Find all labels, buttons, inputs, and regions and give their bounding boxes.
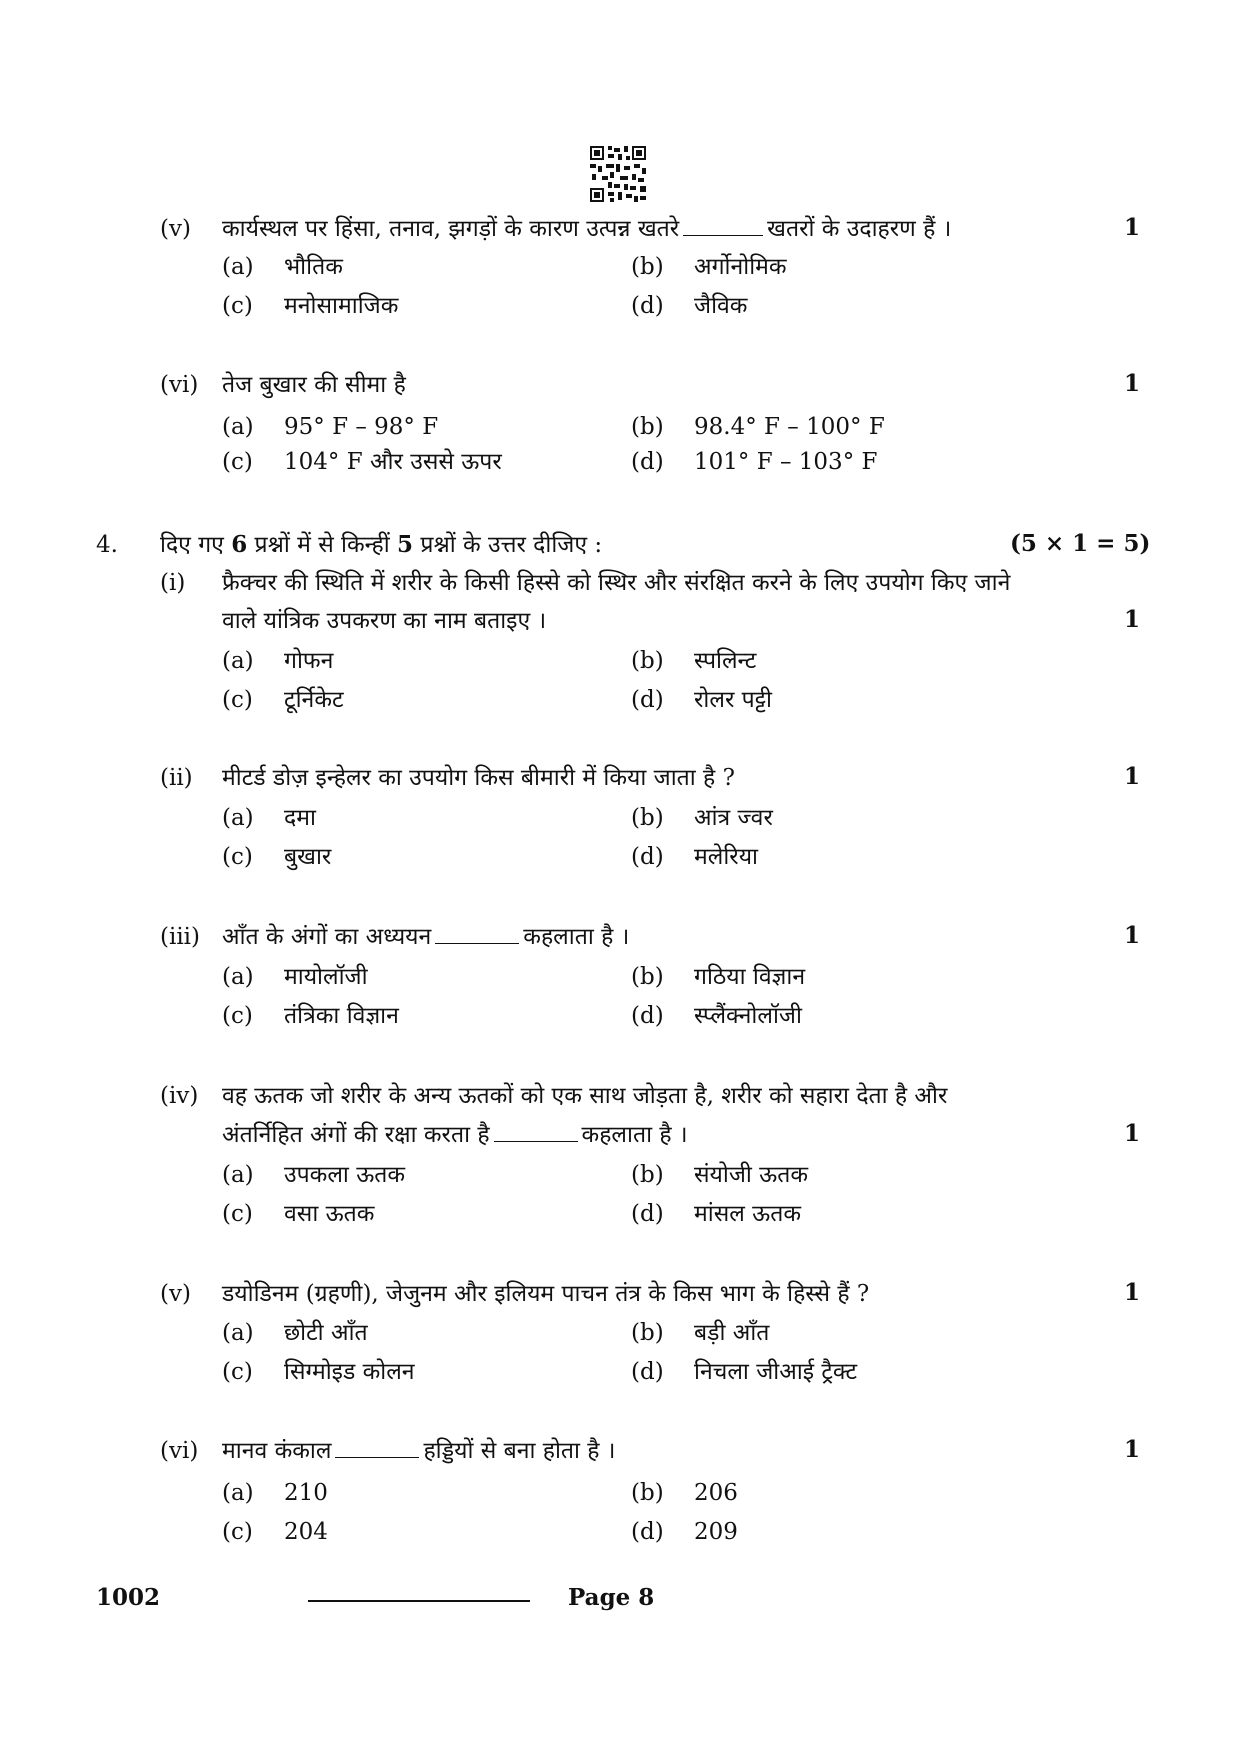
question-text: डयोडिनम (ग्रहणी), जेजुनम और इलियम पाचन तंत्र के किस भाग के हिस्से हैं ? [222,1281,870,1307]
question-text-line2: अंतर्निहित अंगों की रक्षा करता है कहलाता है । [222,1122,688,1148]
option-text: संयोजी ऊतक [694,1162,809,1188]
option-text: 104° F और उससे ऊपर [284,449,502,475]
question-number: (i) [160,570,186,596]
option-label: (a) [222,1480,254,1506]
answer-blank [435,942,519,944]
question-text: मीटर्ड डोज़ इन्हेलर का उपयोग किस बीमारी में किया जाता है ? [222,765,735,791]
option-label: (c) [222,293,253,319]
question-4-marks: (5 × 1 = 5) [1010,530,1151,557]
option-label: (a) [222,1162,254,1188]
option-text: निचला जीआई ट्रैक्ट [694,1359,858,1385]
answer-blank [494,1140,578,1142]
question-mark: 1 [1124,606,1141,633]
option-text: गठिया विज्ञान [694,964,806,990]
option-label: (c) [222,844,253,870]
option-text: गोफन [284,648,334,674]
question-4-number: 4. [96,532,118,558]
question-number: (ii) [160,765,193,791]
option-text: बड़ी आँत [694,1320,770,1346]
option-text: सिग्मोइड कोलन [284,1359,415,1385]
option-text: 209 [694,1519,738,1545]
option-label: (c) [222,1519,253,1545]
option-label: (b) [631,1480,664,1506]
question-number: (v) [160,1281,191,1307]
option-label: (d) [631,1201,664,1227]
option-text: बुखार [284,844,332,870]
option-label: (d) [631,687,664,713]
option-label: (b) [631,964,664,990]
question-mark: 1 [1124,763,1141,790]
option-label: (d) [631,1519,664,1545]
option-text: भौतिक [284,254,343,280]
option-text: मांसल ऊतक [694,1201,801,1227]
option-label: (b) [631,254,664,280]
option-text: टूर्निकेट [284,687,344,713]
option-text: वसा ऊतक [284,1201,375,1227]
question-mark: 1 [1124,214,1141,241]
answer-blank [683,234,763,236]
question-number: (iii) [160,924,201,950]
option-text: 101° F – 103° F [694,449,878,475]
option-label: (c) [222,1359,253,1385]
option-label: (b) [631,1320,664,1346]
qr-code-icon [590,146,646,202]
paper-code: 1002 [96,1584,161,1611]
option-label: (d) [631,1003,664,1029]
question-text-line2: वाले यांत्रिक उपकरण का नाम बताइए । [222,608,547,634]
question-mark: 1 [1124,370,1141,397]
option-label: (c) [222,449,253,475]
option-label: (a) [222,1320,254,1346]
option-text: 95° F – 98° F [284,414,439,440]
question-text: मानव कंकाल हड्डियों से बना होता है । [222,1438,616,1464]
option-text: रोलर पट्टी [694,687,772,713]
question-mark: 1 [1124,1120,1141,1147]
option-text: स्प्लैंक्नोलॉजी [694,1003,802,1029]
question-4-instruction: दिए गए 6 प्रश्नों में से किन्हीं 5 प्रश्नों के उत्तर दीजिए : [160,531,603,558]
option-label: (a) [222,964,254,990]
option-label: (a) [222,414,254,440]
option-text: उपकला ऊतक [284,1162,406,1188]
question-mark: 1 [1124,1279,1141,1306]
question-number: (vi) [160,1438,199,1464]
option-text: अर्गोनोमिक [694,254,787,280]
option-text: दमा [284,805,316,831]
question-mark: 1 [1124,922,1141,949]
question-number: (vi) [160,372,199,398]
option-text: 204 [284,1519,328,1545]
option-label: (b) [631,1162,664,1188]
option-text: मायोलॉजी [284,964,368,990]
option-label: (c) [222,687,253,713]
option-label: (a) [222,254,254,280]
option-label: (d) [631,1359,664,1385]
option-label: (d) [631,844,664,870]
option-label: (b) [631,648,664,674]
option-label: (d) [631,449,664,475]
question-text: कार्यस्थल पर हिंसा, तनाव, झगड़ों के कारण उत्पन्न खतरे खतरों के उदाहरण हैं । [222,216,952,242]
option-label: (b) [631,805,664,831]
option-text: स्पलिन्ट [694,648,757,674]
page-number: Page 8 [568,1584,655,1611]
option-label: (c) [222,1201,253,1227]
question-number: (v) [160,216,191,242]
option-label: (d) [631,293,664,319]
option-text: छोटी आँत [284,1320,368,1346]
option-label: (a) [222,805,254,831]
option-text: मलेरिया [694,844,759,870]
option-text: 210 [284,1480,328,1506]
option-text: जैविक [694,293,748,319]
question-number: (iv) [160,1083,199,1109]
option-label: (c) [222,1003,253,1029]
option-text: तंत्रिका विज्ञान [284,1003,399,1029]
option-text: 98.4° F – 100° F [694,414,885,440]
option-text: 206 [694,1480,738,1506]
question-text-line1: फ्रैक्चर की स्थिति में शरीर के किसी हिस्से को स्थिर और संरक्षित करने के लिए उपयोग किए जाने [222,570,1011,596]
question-text: आँत के अंगों का अध्ययन कहलाता है । [222,924,630,950]
option-text: मनोसामाजिक [284,293,399,319]
question-text: तेज बुखार की सीमा है [222,372,406,398]
answer-blank [335,1456,419,1458]
option-text: आंत्र ज्वर [694,805,773,831]
option-label: (a) [222,648,254,674]
question-text-line1: वह ऊतक जो शरीर के अन्य ऊतकों को एक साथ जोड़ता है, शरीर को सहारा देता है और [222,1083,948,1109]
question-mark: 1 [1124,1436,1141,1463]
footer-divider [308,1600,530,1602]
option-label: (b) [631,414,664,440]
